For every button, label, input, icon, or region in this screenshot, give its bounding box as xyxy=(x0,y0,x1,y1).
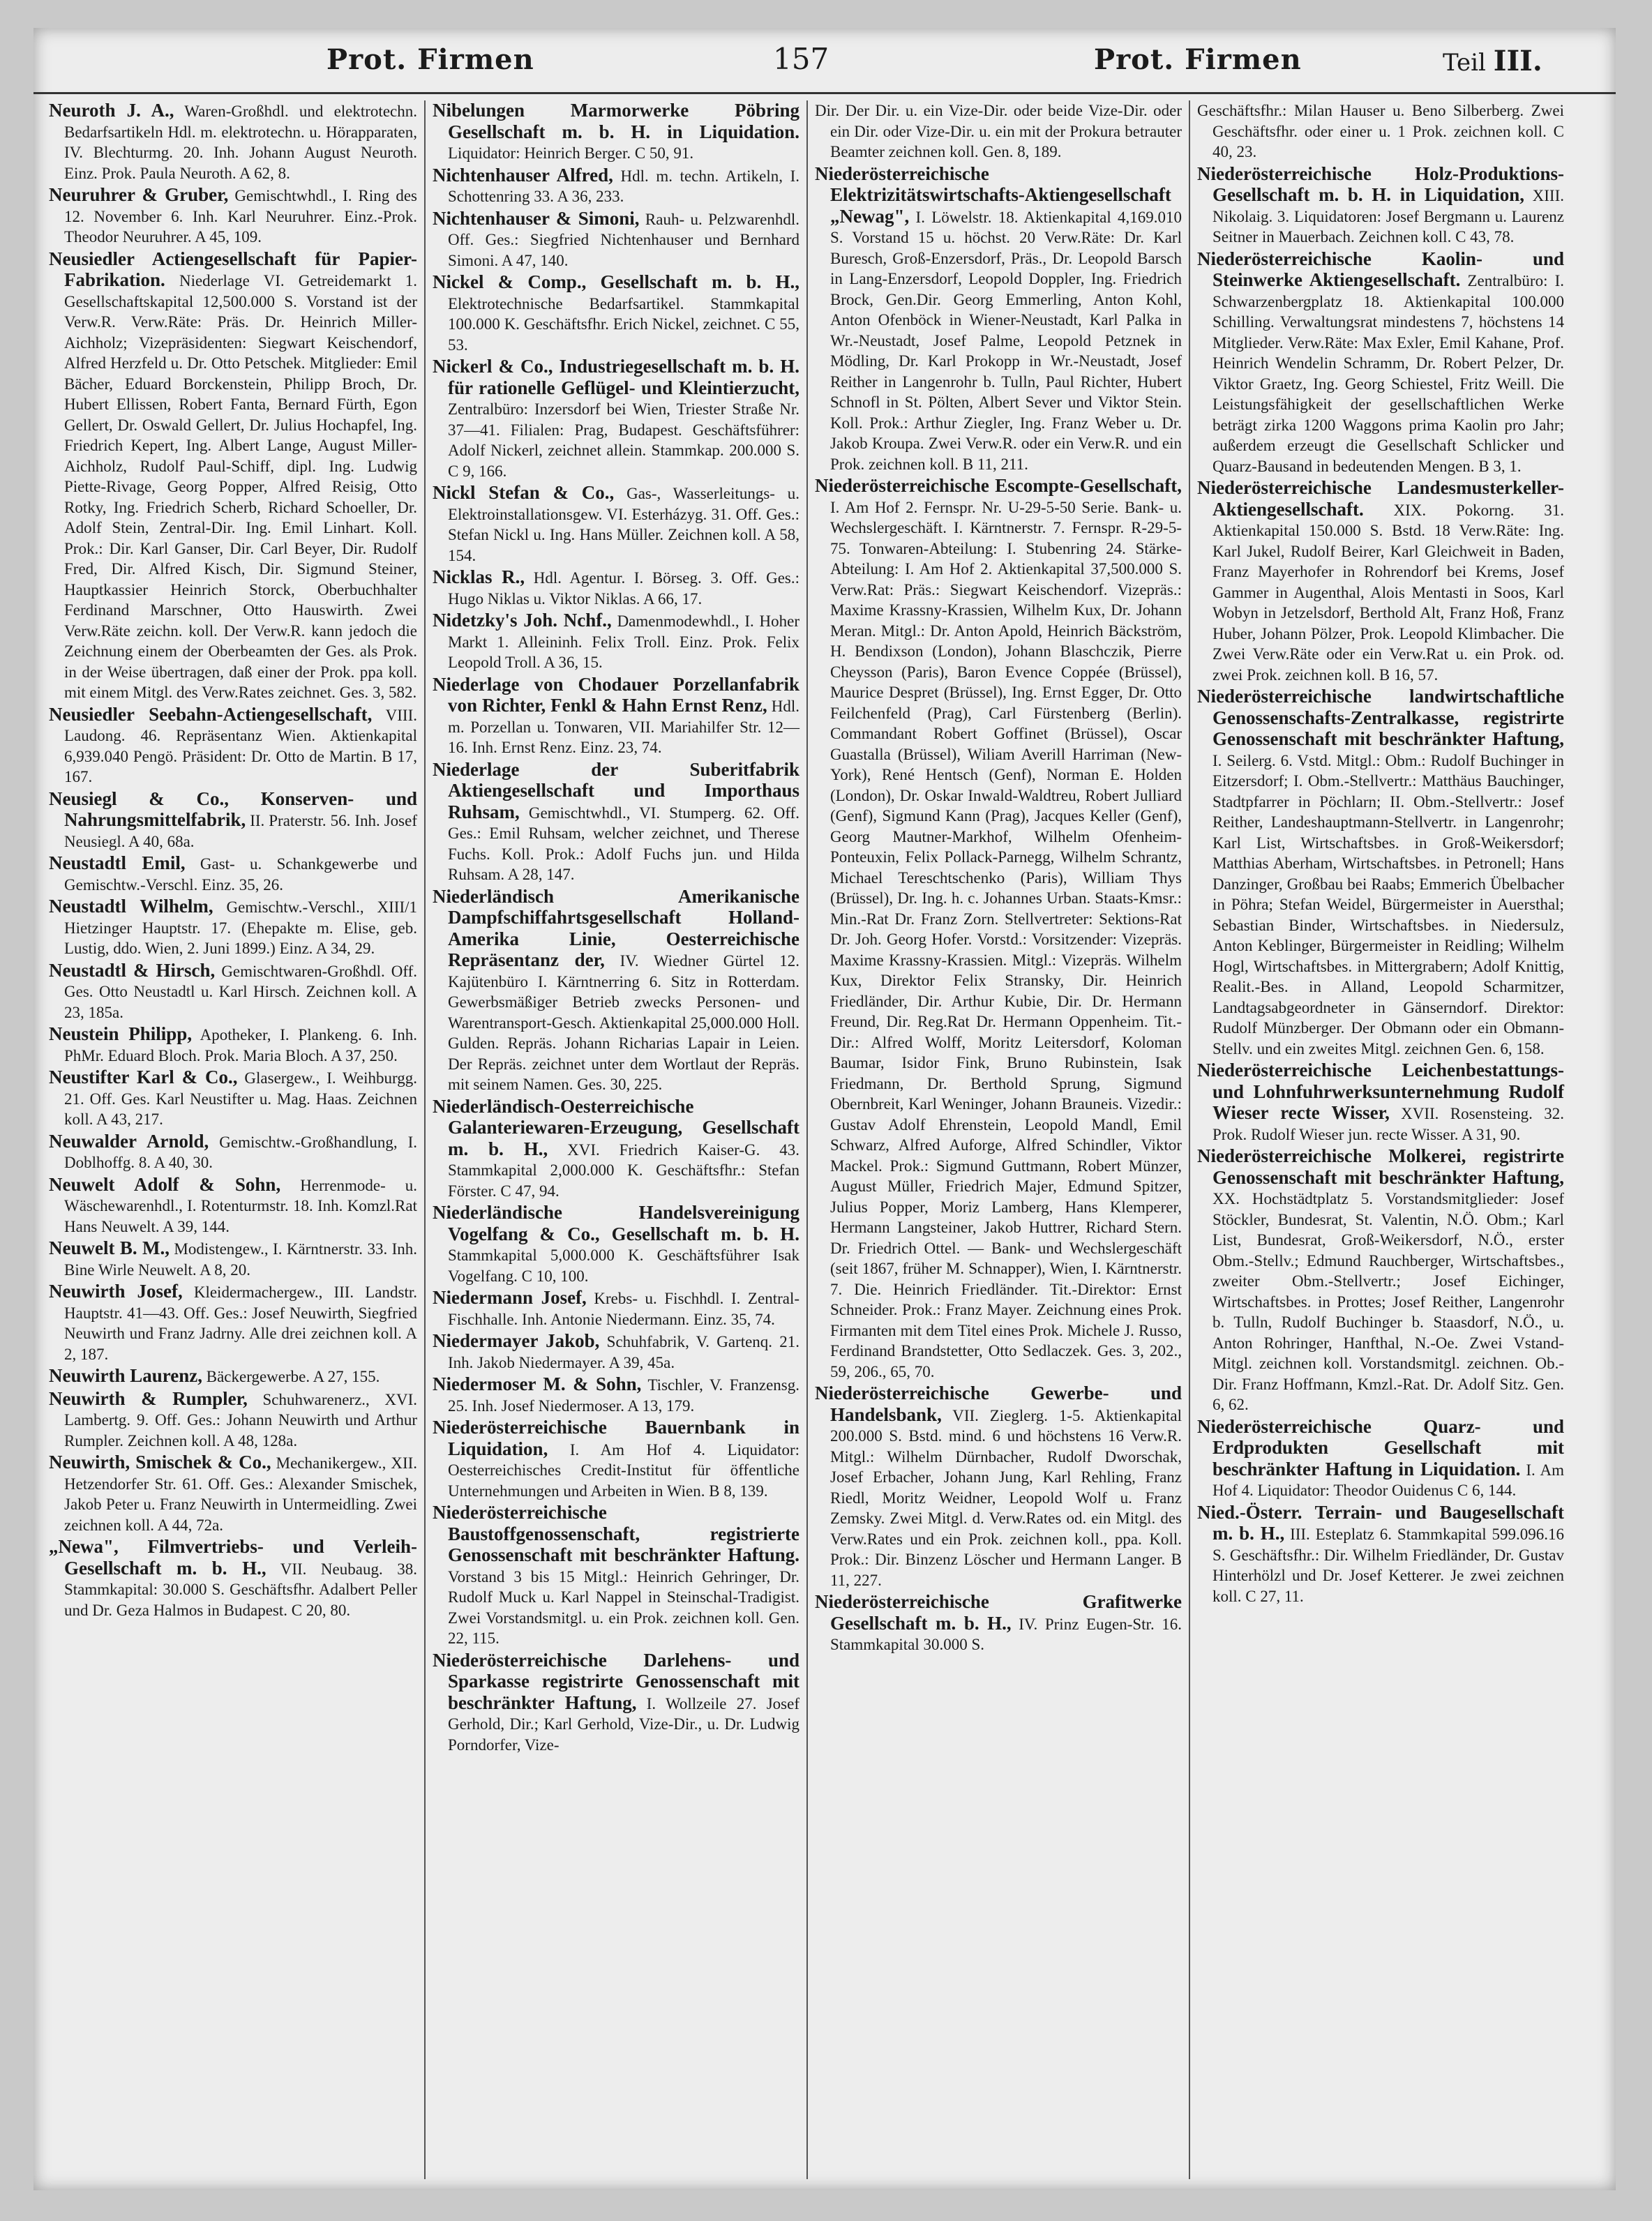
firm-name: Niedermayer Jakob, xyxy=(433,1330,600,1351)
firm-entry xyxy=(49,896,417,959)
firm-entry xyxy=(433,1288,799,1330)
firm-name: Neustadtl & Hirsch, xyxy=(49,959,216,981)
firm-entry xyxy=(815,1383,1182,1590)
firm-entry xyxy=(433,272,799,355)
firm-name: Neuwelt Adolf & Sohn, xyxy=(49,1173,281,1195)
firm-details: III. Esteplatz 6. Stammkapital 599.096.16 S. Geschäftsfhr.: Dir. Wilhelm Friedländer, Dr. Gustav Hinterhölzl und Dr. Josef Ketterer. Je zwei zeichnen koll. C 27, 11. xyxy=(1212,1526,1565,1605)
firm-entry xyxy=(433,1503,799,1649)
firm-entry xyxy=(49,1175,417,1237)
firm-entry xyxy=(49,1366,417,1387)
firm-details: XVI. Friedrich Kaiser-G. 43. Stammkapital 2,000.000 K. Geschäftsfhr.: Stefan Förster. C 47, 94. xyxy=(448,1140,799,1200)
firm-name: Nidetzky's Joh. Nchf., xyxy=(433,610,612,631)
firm-details: I. Am Hof 4. Liquidator: Theodor Ouidenus C 6, 144. xyxy=(1212,1461,1564,1499)
firm-name: Niedermoser M. & Sohn, xyxy=(433,1373,642,1394)
firm-name: Niedermann Josef, xyxy=(433,1287,587,1308)
firm-name: Neuwirth, Smischek & Co., xyxy=(49,1452,271,1473)
firm-name: Neuwirth Josef, xyxy=(49,1281,183,1302)
firm-name: Niederösterreichische Escompte-Gesellschaft, xyxy=(815,475,1182,496)
firm-name: Neuwelt B. M., xyxy=(49,1237,170,1258)
firm-details: Hdl. m. Porzellan u. Tonwaren, VII. Mariahilfer Str. 12—16. Inh. Ernst Renz. Einz. 23, 74. xyxy=(448,698,799,756)
firm-details: Dir. Der Dir. u. ein Vize-Dir. oder beide Vize-Dir. oder ein Dir. oder Vize-Dir. u. ein mit der Prokura betrauter Beamter zeichnen koll. Gen. 8, 189. xyxy=(815,102,1182,160)
page-header xyxy=(33,28,1616,94)
firm-entry xyxy=(1197,164,1564,248)
firm-name: Nicklas R., xyxy=(433,566,525,587)
firm-entry xyxy=(433,567,799,609)
firm-details: Krebs- u. Fischhdl. I. Zentral-Fischhalle. Inh. Antonie Niedermann. Einz. 35, 74. xyxy=(448,1290,799,1328)
firm-name: Niederösterreichische Leichenbestattungs- und Lohnfuhrwerksunternehmung Rudolf Wieser recte Wisser, xyxy=(1197,1060,1564,1123)
firm-entry xyxy=(433,356,799,481)
page-number: 157 xyxy=(773,42,829,76)
firm-details: Zentralbüro: I. Schwarzenbergplatz 18. Aktienkapital 100.000 Schilling. Verwaltungsrat mindestens 7, höchstens 14 Mitglieder. Verw.Räte: Max Exler, Emil Kahane, Prof. Heinrich Wendelin Schramm, Dr. Robert Pelzer, Dr. Viktor Graetz, Ing. Georg Schiestel, Fritz Weill. Die Leistungsfähigkeit der gesellschaftlichen Werke beträgt zirka 1200 Waggons prima Kaolin pro Jahr; außerdem erzeugt die Gesellschaft Schlicker und Quarz-Bausand in bedeutenden Mengen. B 3, 1. xyxy=(1212,272,1564,475)
firm-entry xyxy=(49,705,417,788)
firm-details: Schuhwarenerz., XVI. Lambertg. 9. Off. Ges.: Johann Neuwirth und Arthur Rumpler. Zeichnen koll. A 48, 128a. xyxy=(64,1390,417,1450)
firm-name: Neusiedler Seebahn-Actiengesellschaft, xyxy=(49,703,373,725)
firm-entry xyxy=(1197,478,1564,685)
firm-details: Liquidator: Heinrich Berger. C 50, 91. xyxy=(448,144,694,162)
firm-name: Neusiedler Actiengesellschaft für Papier-Fabrikation. xyxy=(49,248,417,290)
firm-entry xyxy=(1197,1146,1564,1415)
firm-details: Kleidermachergew., III. Landstr. Hauptstr. 41—43. Off. Ges.: Josef Neuwirth, Siegfried Neuwirth und Franz Jadrny. Alle drei zeichnen koll. A 2, 187. xyxy=(64,1283,417,1363)
header-left-title: Prot. Firmen xyxy=(326,43,534,76)
firm-name: Nickel & Comp., Gesellschaft m. b. H., xyxy=(433,271,799,292)
firm-name: Niederösterreichische Darlehens- und Sparkasse registrirte Genossenschaft mit beschränkter Haftung, xyxy=(433,1649,799,1713)
firm-entry xyxy=(49,1389,417,1452)
firm-details: Schuhfabrik, V. Gartenq. 21. Inh. Jakob Niedermayer. A 39, 45a. xyxy=(448,1333,799,1371)
firm-name: Niederlage der Suberitfabrik Aktiengesellschaft und Importhaus Ruhsam, xyxy=(433,758,799,822)
firm-name: Nickerl & Co., Industriegesellschaft m. b. H. für rationelle Geflügel- und Kleintierzucht, xyxy=(433,356,799,398)
firm-details: Tischler, V. Franzensg. 25. Inh. Josef Niedermoser. A 13, 179. xyxy=(448,1376,799,1415)
firm-entry xyxy=(433,100,799,164)
firm-details: Gast- u. Schankgewerbe und Gemischtw.-Verschl. Einz. 35, 26. xyxy=(64,855,417,894)
column-3 xyxy=(806,100,1189,2179)
firm-name: Niederländisch Amerikanische Dampfschiffahrtsgesellschaft Holland-Amerika Linie, Oesterreichische Repräsentanz der, xyxy=(433,885,799,970)
firm-entry xyxy=(433,760,799,885)
firm-details: I. Seilerg. 6. Vstd. Mitgl.: Obm.: Rudolf Buchinger in Eitzersdorf; I. Obm.-Stellvertr.: Matthäus Bauchinger, Stadtpfarrer in Pöchlarn; II. Obm.-Stellvertr.: Josef Reither, Landeshauptmann-Stellvertr. in Langenrohr; Karl List, Wirtschaftsbes. in Groß-Weikersdorf; Matthias Aberham, Wirtschaftsbes. in Petronell; Hans Danzinger, Großbau bei Raabs; Emmerich Übelbacher in Pöhra; Stefan Weidel, Bürgermeister in Auersthal; Sebastian Binder, Wirtschaftsbes. in Niedersulz, Anton Keblinger, Bürgermeister in Reidling; Wilhelm Hogl, Wirtschaftsbes. in Mittergrabern; Adolf Knittig, Realit.-Bes. in Alland, Leopold Scharmitzer, Landtagsabgeordneter in Gänserndorf. Direktor: Rudolf Münzberger. Der Obmann oder ein Obmann-Stellv. und ein zweites Mitgl. zeichnen Gen. 6, 158. xyxy=(1212,751,1564,1057)
firm-entry xyxy=(433,1417,799,1501)
firm-details: XIII. Nikolaig. 3. Liquidatoren: Josef Bergmann u. Laurenz Seitner in Mauerbach. Zeichnen koll. C 43, 78. xyxy=(1212,187,1564,246)
column-2 xyxy=(424,100,806,2179)
directory-page xyxy=(33,28,1616,2190)
firm-details: Hdl. Agentur. I. Börseg. 3. Off. Ges.: Hugo Niklas u. Viktor Niklas. A 66, 17. xyxy=(448,569,799,608)
firm-entry xyxy=(49,1024,417,1066)
firm-details: IV. Wiedner Gürtel 12. Kajütenbüro I. Kärntnerring 6. Sitz in Rotterdam. Gewerbsmäßiger Betrieb zwecks Personen- und Warentransport-Gesch. Aktienkapital 25,000.000 Holl. Gulden. Repräs. Johann Richarias Lapair in Leien. Der Repräs. zeichnet unter dem Wortlaut der Repräs. mit seinem Namen. Ges. 30, 225. xyxy=(448,952,799,1093)
firm-name: Niederösterreichische Bauernbank in Liquidation, xyxy=(433,1417,799,1459)
firm-name: Niederösterreichische Landesmusterkeller-Aktiengesellschaft. xyxy=(1197,477,1564,520)
firm-entry xyxy=(1197,1417,1564,1501)
firm-name: Neuwirth & Rumpler, xyxy=(49,1387,248,1409)
firm-details: Modistengew., I. Kärntnerstr. 33. Inh. Bine Wirle Neuwelt. A 8, 20. xyxy=(64,1240,418,1279)
firm-details: Gemischtwhdl., I. Ring des 12. November 6. Inh. Karl Neuruhrer. Einz.-Prok. Theodor Neuruhrer. A 45, 109. xyxy=(64,187,418,246)
firm-entry xyxy=(1197,100,1564,163)
firm-name: Neustein Philipp, xyxy=(49,1023,193,1044)
firm-details: Vorstand 3 bis 15 Mitgl.: Heinrich Gehringer, Dr. Rudolf Muck u. Karl Nappel in Steinschal-Tradigist. Zwei Vorstandsmitgl. u. ein Prok. zeichnen koll. Gen. 22, 115. xyxy=(448,1567,799,1647)
firm-name: Neustifter Karl & Co., xyxy=(49,1067,238,1087)
firm-details: Niederlage VI. Getreidemarkt 1. Gesellschaftskapital 12,500.000 S. Vorstand ist der Verw.R. Verw.Räte: Präs. Dr. Heinrich Miller-Aichholz; Vizepräsidenten: Siegwart Keischendorf, Alfred Herzfeld u. Dr. Otto Petschek. Mitglieder: Emil Bächer, Eduard Borckenstein, Philipp Broch, Dr. Hubert Ellissen, Robert Fanta, Bernard Fürth, Egon Gellert, Dr. Oswald Gellert, Dr. Julius Hochapfel, Ing. Friedrich Kepert, Ing. Albert Lange, August Miller-Aichholz, Rudolf Paul-Schiff, dipl. Ing. Ludwig Piette-Rivage, Georg Popper, Alfred Reisig, Otto Rotky, Ing. Friedrich Scherb, Richard Schoeller, Dr. Adolf Stein, Zentral-Dir. Ing. Emil Linhart. Koll. Prok.: Dir. Karl Ganser, Dir. Carl Beyer, Dir. Rudolf Fred, Dir. Alfred Kisch, Dir. Sigmund Steiner, Hauptkassier Heinrich Storck, Oberbuchhalter Ferdinand Marschner, Otto Hauswirth. Zwei Verw.Räte zeichn. koll. Der Verw.R. kann jedoch die Zeichnung einem der Oberbeamten der Ges. als Prok. in der Weise übertragen, daß einer der Prok. ppa koll. mit einem Mitgl. des Verw.Rates zeichnet. Ges. 3, 582. xyxy=(64,272,418,701)
section-numeral: III. xyxy=(1493,45,1542,77)
header-right-title: Prot. Firmen xyxy=(1094,43,1302,76)
firm-details: Rauh- u. Pelzwarenhdl. Off. Ges.: Siegfried Nichtenhauser und Bernhard Simoni. A 47, 140. xyxy=(448,210,800,269)
firm-entry xyxy=(1197,249,1564,477)
firm-name: Neuwirth Laurenz, xyxy=(49,1365,202,1386)
firm-entry xyxy=(433,209,799,271)
firm-details: XX. Hochstädtplatz 5. Vorstandsmitglieder: Josef Stöckler, Bundesrat, St. Valentin, N.Ö. Obm.; Karl List, Bundesrat, Groß-Weikersdorf, N.Ö., erster Obm.-Stellv.; Edmund Rauchberger, Wirtschaftsbes., zweiter Obm.-Stellvertr.; Josef Eichinger, Wirtschaftsbes. in Prottes; Josef Reither, Langenrohr b. Tulln, Rudolf Buchinger b. Staasdorf, N.Ö., u. Anton Rohringer, Hanfthal, N.-Oe. Zwei Vstand-Mitgl. zeichnen koll. Vorstandsmitgl. zeichnen. Ob.-Dir. Franz Hoffmann, Kmzl.-Rat. Dr. Adolf Sitz. Gen. 6, 62. xyxy=(1212,1190,1564,1413)
firm-entry xyxy=(49,100,417,183)
firm-entry xyxy=(433,165,799,207)
firm-details: VII. Neubaug. 38. Stammkapital: 30.000 S. Geschäftsfhr. Adalbert Peller und Dr. Geza Halmos in Budapest. C 20, 80. xyxy=(64,1560,417,1619)
firm-entry xyxy=(49,1067,417,1130)
firm-details: Elektrotechnische Bedarfsartikel. Stammkapital 100.000 K. Geschäftsfhr. Erich Nickel, zeichnet. C 55, 53. xyxy=(448,294,799,354)
firm-name: Nichtenhauser Alfred, xyxy=(433,164,613,186)
firm-entry xyxy=(1197,686,1564,1059)
firm-details: Gas-, Wasserleitungs- u. Elektroinstallationsgew. VI. Esterházyg. 31. Off. Ges.: Stefan Nickl u. Ing. Hans Müller. Zeichnen koll. A 58, 154. xyxy=(448,485,799,564)
firm-name: Niederländische Handelsvereinigung Vogelfang & Co., Gesellschaft m. b. H. xyxy=(433,1202,799,1244)
firm-entry xyxy=(433,1097,799,1202)
firm-entry xyxy=(815,100,1182,163)
firm-entry xyxy=(815,164,1182,475)
firm-details: VIII. Laudong. 46. Repräsentanz Wien. Aktienkapital 6,939.040 Pengö. Präsident: Dr. Otto de Martin. B 17, 167. xyxy=(64,706,417,785)
firm-name: Niederösterreichische Molkerei, registrirte Genossenschaft mit beschränkter Haftung, xyxy=(1197,1145,1564,1188)
firm-entry xyxy=(49,961,417,1023)
firm-name: Niederösterreichische Grafitwerke Gesellschaft m. b. H., xyxy=(815,1591,1182,1634)
firm-entry xyxy=(433,1374,799,1416)
firm-entry xyxy=(49,185,417,248)
firm-entry xyxy=(433,675,799,758)
firm-entry xyxy=(815,1592,1182,1655)
firm-entry xyxy=(815,476,1182,1382)
firm-details: XVII. Rosensteing. 32. Prok. Rudolf Wieser jun. recte Wisser. A 31, 90. xyxy=(1212,1105,1564,1143)
firm-name: Niederländisch-Oesterreichische Galanteriewaren-Erzeugung, Gesellschaft m. b. H., xyxy=(433,1095,799,1159)
firm-entry xyxy=(1197,1060,1564,1145)
firm-name: Niederösterreichische Gewerbe- und Handelsbank, xyxy=(815,1383,1182,1425)
firm-entry xyxy=(49,853,417,895)
firm-name: Niederösterreichische landwirtschaftliche Genossenschafts-Zentralkasse, registrirte Genossenschaft mit beschränkter Haftung, xyxy=(1197,686,1564,749)
firm-details: Geschäftsfhr.: Milan Hauser u. Beno Silberberg. Zwei Geschäftsfhr. oder einer u. 1 Prok. zeichnen koll. C 40, 23. xyxy=(1197,102,1564,160)
firm-entry xyxy=(49,789,417,852)
firm-entry xyxy=(433,1203,799,1286)
firm-details: Zentralbüro: Inzersdorf bei Wien, Triester Straße Nr. 37—41. Filialen: Prag, Budapest. Geschäftsführer: Adolf Nickerl, zeichnet allein. Stammkap. 200.000 S. C 9, 166. xyxy=(448,400,799,480)
firm-details: Apotheker, I. Plankeng. 6. Inh. PhMr. Eduard Bloch. Prok. Maria Bloch. A 37, 250. xyxy=(64,1026,418,1064)
firm-name: Neustadtl Wilhelm, xyxy=(49,896,213,917)
column-1 xyxy=(42,100,424,2179)
firm-entry xyxy=(49,1131,417,1173)
firm-details: XIX. Pokorng. 31. Aktienkapital 150.000 S. Bstd. 18 Verw.Räte: Ing. Karl Jukel, Rudolf Beirer, Karl Gleichweit in Baden, Franz Mayerhofer in Rohrendorf bei Krems, Josef Gammer in Augenthal, Alois Mentasti in Soos, Karl Wobyn in Jetzelsdorf, Berthold Alt, Franz Hoß, Franz Huber, Johann Pölzer, Prok. Leopold Klimbacher. Die Zwei Verw.Räte oder ein Verw.Rat u. ein Prok. od. zwei Prok. zeichnen koll. B 16, 57. xyxy=(1212,501,1564,684)
firm-details: Waren-Großhdl. und elektrotechn. Bedarfsartikeln Hdl. m. elektrotechn. u. Hörapparaten, IV. Blechturmg. 20. Inh. Johann August Neuroth. Einz. Prok. Paula Neuroth. A 62, 8. xyxy=(64,103,417,182)
firm-details: Stammkapital 5,000.000 K. Geschäftsführer Isak Vogelfang. C 10, 100. xyxy=(448,1247,799,1285)
firm-details: I. Am Hof 4. Liquidator: Oesterreichisches Credit-Institut für öffentliche Unternehmungen und Arbeiten in Wien. B 8, 139. xyxy=(448,1440,800,1500)
firm-details: I. Am Hof 2. Fernspr. Nr. U-29-5-50 Serie. Bank- u. Wechslergeschäft. I. Kärntnerstr. 7. Fernspr. R-29-5-75. Tonwaren-Abteilung: I. Stubenring 24. Stärke-Abteilung: I. Am Hof 2. Aktienkapital 37,500.000 S. Verw.Rat: Präs.: Siegwart Keischendorf. Vizepräs.: Maxime Krassny-Krassien, Wilhelm Kux, Dr. Johann Meran. Mitgl.: Dr. Anton Apold, Heinrich Bäckström, H. Bendixson (London), Johann Blaschczik, Pierre Cheysson (Paris), Baron Evence Coppée (Brüssel), Maurice Despret (Brüssel), Ing. Ernst Egger, Dr. Otto Feilchenfeld (Prag), Carl Fürstenberg (Berlin). Commandant Robert Goffinet (Brüssel), Oscar Guastalla (Brüssel), Wiliam Averill Harriman (New-York), René Hentsch (Genf), Norman E. Holden (London), Dr. Oskar Inwald-Waldtreu, Robert Julliard (Genf), Sigmund Kann (Prag), Jacques Keller (Genf), Georg Mautner-Markhof, Wilhelm Ofenheim-Ponteuxin, Felix Pollack-Parnegg, Wilhelm Schrantz, Michael Tereschtschenko (Paris), William Thys (Brüssel), Dr. Ing. h. c. Johannes Urban. Staats-Kmsr.: Min.-Rat Dr. Franz Zorn. Stellvertreter: Sektions-Rat Dr. Joh. Georg Hofer. Vorstd.: Vorsitzender: Vizepräs. Maxime Krassny-Krassien. Mitgl.: Vizepräs. Wilhelm Kux, Direktor Felix Stransky, Dir. Heinrich Friedländer, Dir. Arthur Kubie, Dir. Dr. Hermann Freund, Dir. Reg.Rat Dr. Hermann Oppenheim. Tit.-Dir.: Alfred Wolff, Moritz Leitersdorf, Koloman Baumar, Isidor Fink, Bruno Rubinstein, Isak Friedmann, Dr. Berthold Sprung, Sigmund Obernbreit, Karl Weninger, Johann Brauneis. Vizedir.: Gustav Adolf Ehrenstein, Leopold Mandl, Emil Schwarz, Alfred Auforge, Alfred Schindler, Viktor Mackel. Prok.: Sigmund Guttmann, Robert Münzer, August Müller, Friedrich Majer, Edmund Spitzer, Julius Popper, Moriz Lamberg, Hans Klemperer, Hermann Langsteiner, Jakob Huttrer, Richard Stern. Dr. Friedrich Ottel. — Bank- und Wechslergeschäft (seit 1867, früher M. Schnapper), Wien, I. Kärntnerstr. 7. Die. Heinrich Friedländer. Tit.-Direktor: Ernst Schneider. Prok.: Franz Mayer. Zeichnung eines Prok. Firmanten mit dem Titel eines Prok. Michele J. Russo, Ferdinand Brandstetter, Otto Sedlaczek. Ges. 3, 202., 59, 206., 65, 70. xyxy=(830,498,1182,1380)
firm-details: Glasergew., I. Weihburgg. 21. Off. Ges. Karl Neustifter u. Mag. Haas. Zeichnen koll. A 43, 217. xyxy=(64,1069,418,1128)
firm-entry xyxy=(49,1281,417,1364)
firm-name: Niederösterreichische Quarz- und Erdprodukten Gesellschaft mit beschränkter Haftung in Liquidation. xyxy=(1197,1415,1564,1480)
firm-details: Damenmodewhdl., I. Hoher Markt 1. Alleininh. Felix Troll. Einz. Prok. Felix Leopold Troll. A 36, 15. xyxy=(448,612,799,671)
firm-details: I. Löwelstr. 18. Aktienkapital 4,169.010 S. Vorstand 15 u. höchst. 20 Verw.Räte: Dr. Karl Buresch, Groß-Enzersdorf, Präs., Dr. Leopold Barsch in Lang-Enzersdorf, Leopold Doppler, Ing. Friedrich Brock, Gen.Dir. Georg Emmerling, Anton Kohl, Anton Ofenböck in Wiener-Neustadt, Karl Palka in Wr.-Neustadt, Josef Palme, Leopold Petznek in Mödling, Dr. Karl Prokopp in Wr.-Neustadt, Josef Reither in Langenrohr b. Tulln, Paul Richter, Hubert Schnofl in St. Pölten, Albert Sever und Viktor Stein. Koll. Prok.: Arthur Ziegler, Ing. Franz Weber u. Dr. Jakob Kroupa. Zwei Verw.R. oder ein Verw.R. und ein Prok. zeichnen koll. B 11, 211. xyxy=(830,208,1182,473)
firm-entry xyxy=(1197,1503,1564,1607)
firm-entry xyxy=(433,483,799,566)
firm-details: II. Praterstr. 56. Inh. Josef Neusiegl. A 40, 68a. xyxy=(64,812,417,850)
column-4 xyxy=(1189,100,1571,2179)
firm-details: Gemischtw.-Großhandlung, I. Doblhoffg. 8. A 40, 30. xyxy=(64,1133,418,1171)
firm-entry xyxy=(433,887,799,1095)
firm-name: Niederösterreichische Elektrizitätswirtschafts-Aktiengesellschaft „Newag", xyxy=(815,163,1171,227)
firm-name: Niederösterreichische Holz-Produktions-Gesellschaft m. b. H. in Liquidation, xyxy=(1197,163,1564,205)
firm-entry xyxy=(433,610,799,673)
firm-name: Neustadtl Emil, xyxy=(49,852,186,873)
firm-entry xyxy=(49,1238,417,1280)
firm-name: Nibelungen Marmorwerke Pöbring Gesellschaft m. b. H. in Liquidation. xyxy=(433,100,799,142)
text-columns xyxy=(42,100,1607,2179)
firm-entry xyxy=(49,1452,417,1535)
firm-details: Bäckergewerbe. A 27, 155. xyxy=(206,1368,380,1385)
section-label: Teil III. xyxy=(1443,45,1542,77)
firm-entry xyxy=(49,1537,417,1620)
firm-details: VII. Zieglerg. 1-5. Aktienkapital 200.000 S. Bstd. mind. 6 und höchstens 16 Verw.R. Mitgl.: Wilhelm Dürnbacher, Rudolf Dworschak, Josef Erbacher, Johann Jung, Karl Rehling, Franz Riedl, Moritz Weidner, Leopold Wolf u. Franz Zemsky. Zwei Mitgl. d. Verw.Rates od. ein Mitgl. des Verw.Rates und ein Prok. zeichnen koll., ppa. Koll. Prok.: Dir. Binzenz Löscher und Hermann Langer. B 11, 227. xyxy=(830,1406,1182,1589)
firm-details: Hdl. m. techn. Artikeln, I. Schottenring 33. A 36, 233. xyxy=(448,167,799,205)
firm-name: Neuwalder Arnold, xyxy=(49,1130,209,1152)
firm-name: Niederösterreichische Baustoffgenossenschaft, registrierte Genossenschaft mit beschränkter Haftung. xyxy=(433,1502,799,1565)
firm-name: Nied.-Österr. Terrain- und Baugesellschaft m. b. H., xyxy=(1197,1501,1564,1544)
firm-details: Mechanikergew., XII. Hetzendorfer Str. 61. Off. Ges.: Alexander Smischek, Jakob Peter u. Franz Neuwirth in Untermeidling. Zwei zeichnen koll. A 44, 72a. xyxy=(64,1454,418,1534)
firm-details: I. Wollzeile 27. Josef Gerhold, Dir.; Karl Gerhold, Vize-Dir., u. Dr. Ludwig Porndorfer, Vize- xyxy=(448,1694,799,1754)
firm-details: Gemischtwaren-Großhdl. Off. Ges. Otto Neustadtl u. Karl Hirsch. Zeichnen koll. A 23, 185a. xyxy=(64,962,417,1021)
firm-entry xyxy=(433,1650,799,1756)
firm-name: Nichtenhauser & Simoni, xyxy=(433,207,640,229)
firm-name: Niederösterreichische Kaolin- und Steinwerke Aktiengesellschaft. xyxy=(1197,248,1564,290)
firm-name: Nickl Stefan & Co., xyxy=(433,482,615,503)
firm-name: Neuruhrer & Gruber, xyxy=(49,184,229,205)
firm-name: Neusiegl & Co., Konserven- und Nahrungsmittelfabrik, xyxy=(49,788,417,830)
firm-details: Herrenmode- u. Wäschewarenhdl., I. Rotenturmstr. 18. Inh. Komzl.Rat Hans Neuwelt. A 39, 144. xyxy=(64,1176,418,1235)
firm-name: Neuroth J. A., xyxy=(49,100,174,121)
firm-details: IV. Prinz Eugen-Str. 16. Stammkapital 30.000 S. xyxy=(830,1615,1182,1653)
firm-details: Gemischtw.-Verschl., XIII/1 Hietzinger Hauptstr. 17. (Ehepakte m. Elise, geb. Lustig, ddo. Wien, 2. Juni 1899.) Einz. A 34, 29. xyxy=(64,898,417,957)
firm-name: Niederlage von Chodauer Porzellanfabrik von Richter, Fenkl & Hahn Ernst Renz, xyxy=(433,673,799,716)
firm-entry xyxy=(49,249,417,703)
firm-entry xyxy=(433,1331,799,1373)
firm-name: „Newa", Filmvertriebs- und Verleih-Gesellschaft m. b. H., xyxy=(49,1536,417,1579)
firm-details: Gemischtwhdl., VI. Stumperg. 62. Off. Ges.: Emil Ruhsam, welcher zeichnet, und Therese Fuchs. Koll. Prok.: Adolf Fuchs jun. und Hilda Ruhsam. A 28, 147. xyxy=(448,804,800,883)
